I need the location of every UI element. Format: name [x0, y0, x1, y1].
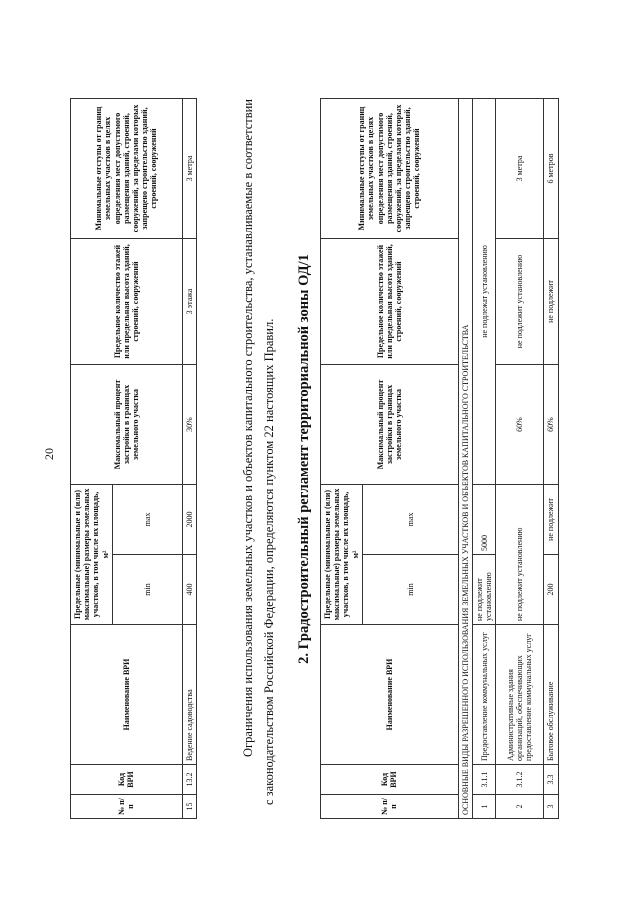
table-zone-od1: № п/п Код ВРИ Наименование ВРИ Предельные (минимальные и (или) максимальные) размеры земельных участков, в том числе их площадь, м² Максимальный процент застройки в границах земельного участка Предельное количество этажей или предельная высота зданий, строений, сооружений Минимальные отступы от границ земельных участков в целях определения мест допустимого размещения зданий, строений, сооружений, за пределами которых запрещено строительство зданий, строений, сооружений min max ОСНОВНЫЕ ВИДЫ РАЗРЕШЕННОГО ИСПОЛЬЗОВАНИЯ ЗЕМЕЛЬНЫХ УЧАСТКОВ И ОБЪЕКТОВ КАПИТАЛЬНОГО СТРОИТЕЛЬСТВА 1 3.1.1 Предоставление коммунальных услуг не подлежит установлению 5000 не подлежат установлению 2 3.1.2 Административные здания организаций, обеспечивающих предоставление коммунальных услуг не подлежит установлению 60% не подлежит установлению 3 метра 3 3.3 Бытовое обслуживание 200 не подлежит 60% не подлежит 6 метров — [320, 98, 559, 819]
restrictions-paragraph: Ограничения использования земельных участков и объектов капитального строительства, устанавливаемые в соответствии с законодательством Российской Федерации, определяются пунктом 22 настоящих Правил. — [241, 99, 276, 805]
col-min: min — [112, 555, 182, 625]
col-percent: Максимальный процент застройки в границах земельного участка — [71, 365, 183, 485]
table-row: 1 3.1.1 Предоставление коммунальных услуг не подлежит установлению 5000 не подлежат установлению — [472, 99, 495, 819]
col-area-group: Предельные (минимальные и (или) максимальные) размеры земельных участков, в том числе их площадь, м² — [71, 485, 113, 625]
col-setback: Минимальные отступы от границ земельных участков в целях определения мест допустимого размещения зданий, строений, сооружений, за пределами которых запрещено строительство зданий, строений, сооружений — [71, 99, 183, 239]
section-row: ОСНОВНЫЕ ВИДЫ РАЗРЕШЕННОГО ИСПОЛЬЗОВАНИЯ ЗЕМЕЛЬНЫХ УЧАСТКОВ И ОБЪЕКТОВ КАПИТАЛЬНОГО СТРОИТЕЛЬСТВА — [458, 99, 472, 819]
col-name: Наименование ВРИ — [71, 625, 183, 765]
section-heading: 2. Градостроительный регламент территориальной зоны ОД/1 — [296, 254, 312, 664]
table-row: 3 3.3 Бытовое обслуживание 200 не подлежит 60% не подлежит 6 метров — [544, 99, 558, 819]
col-num: № п/п — [71, 795, 183, 819]
table-row: 15 13.2 Ведение садоводства 400 2000 30% 3 этажа 3 метра — [182, 99, 196, 819]
col-floors: Предельное количество этажей или предельная высота зданий, строений, сооружений — [71, 239, 183, 365]
page-number: 20 — [42, 448, 56, 460]
table-row: 2 3.1.2 Административные здания организаций, обеспечивающих предоставление коммунальных услуг не подлежит установлению 60% не подлежит установлению 3 метра — [496, 99, 544, 819]
col-code: Код ВРИ — [71, 765, 183, 795]
table-top — [70, 98, 197, 819]
col-max: max — [112, 485, 182, 555]
